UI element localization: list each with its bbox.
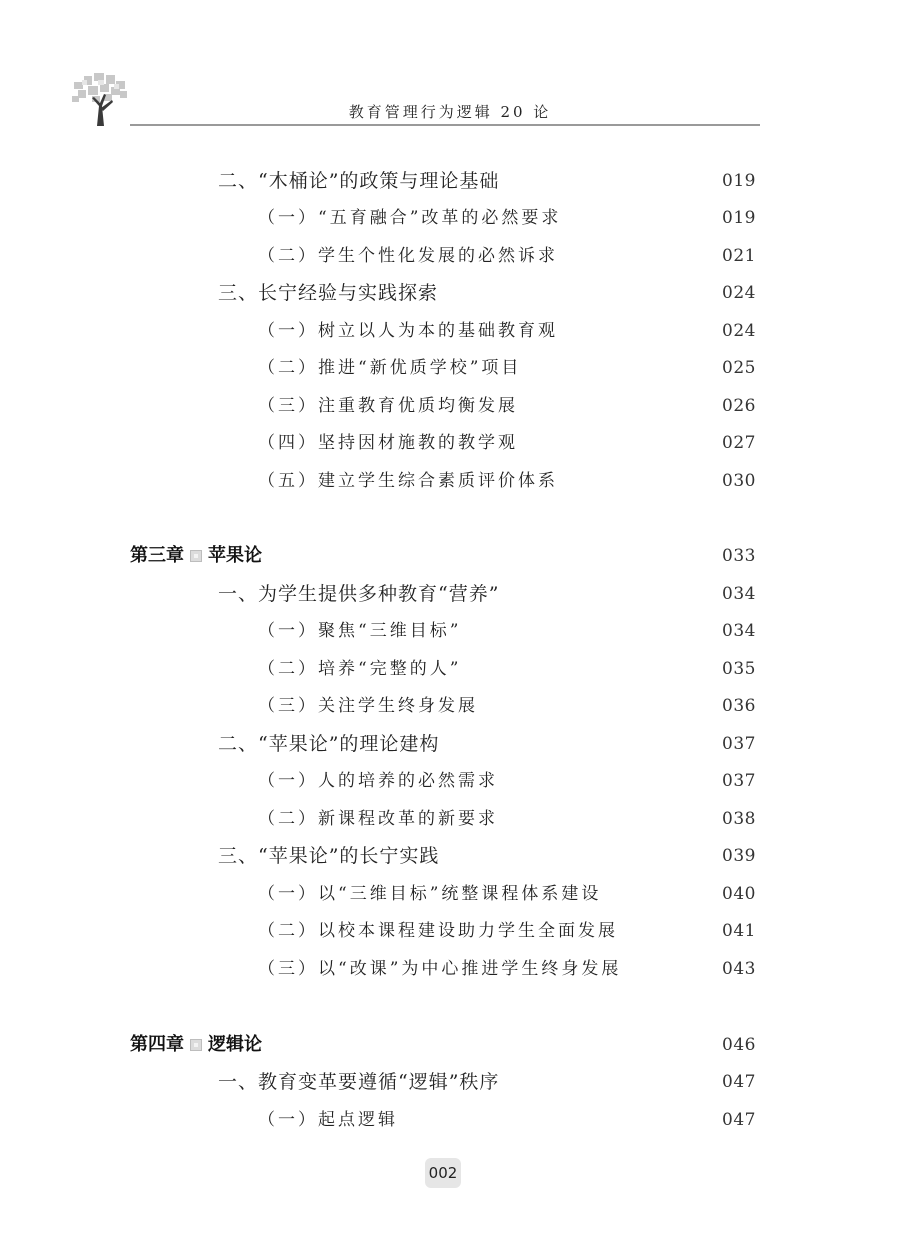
toc-entry[interactable]: [0, 466, 900, 496]
toc-entry-title: 三、“苹果论”的长宁实践: [218, 845, 440, 867]
toc-entry[interactable]: [0, 353, 900, 383]
toc-entry-title: （一）聚焦“三维目标”: [258, 621, 462, 641]
toc-entry-page: 024: [722, 283, 756, 303]
toc-entry-page: 030: [722, 471, 756, 491]
toc-entry-page: 047: [722, 1072, 756, 1092]
toc-entry[interactable]: [0, 579, 900, 609]
toc-entry-page: 047: [722, 1110, 756, 1130]
toc-entry-page: 034: [722, 584, 756, 604]
toc-entry-title: 一、教育变革要遵循“逻辑”秩序: [218, 1071, 500, 1093]
toc-entry-title: （一）人的培养的必然需求: [258, 771, 498, 791]
toc-entry-page: 021: [722, 246, 756, 266]
toc-entry[interactable]: [0, 203, 900, 233]
toc-entry[interactable]: [0, 654, 900, 684]
toc-entry-page: 038: [722, 809, 756, 829]
toc-entry-page: 035: [722, 659, 756, 679]
toc-entry-page: 027: [722, 433, 756, 453]
toc-entry-title: （三）关注学生终身发展: [258, 696, 478, 716]
toc-entry-title: （二）新课程改革的新要求: [258, 809, 498, 829]
toc-entry[interactable]: [0, 916, 900, 946]
toc-entry[interactable]: [0, 954, 900, 984]
toc-entry-title: （一）起点逻辑: [258, 1110, 398, 1130]
running-title: 教育管理行为逻辑 20 论: [348, 103, 552, 121]
toc-entry[interactable]: [0, 766, 900, 796]
chapter-number: 第四章: [130, 1034, 184, 1055]
toc-entry[interactable]: [0, 1067, 900, 1097]
toc-entry-page: 026: [722, 396, 756, 416]
toc-entry-page: 041: [722, 921, 756, 941]
toc-entry-page: 019: [722, 171, 756, 191]
toc-entry-title: （四）坚持因材施教的教学观: [258, 433, 518, 453]
toc-entry-page: 025: [722, 358, 756, 378]
chapter-title: 逻辑论: [208, 1034, 262, 1055]
toc-entry[interactable]: [0, 804, 900, 834]
toc-entry[interactable]: [0, 1105, 900, 1135]
toc-entry-title: （二）推进“新优质学校”项目: [258, 358, 522, 378]
toc-entry-title: 二、“木桶论”的政策与理论基础: [218, 170, 500, 192]
toc-entry-title: （二）以校本课程建设助力学生全面发展: [258, 921, 618, 941]
toc-entry-page: 019: [722, 208, 756, 228]
toc-entry-title: 二、“苹果论”的理论建构: [218, 733, 440, 755]
toc-entry[interactable]: [0, 391, 900, 421]
toc-entry[interactable]: [0, 278, 900, 308]
toc-entry-title: （一）树立以人为本的基础教育观: [258, 321, 558, 341]
toc-entry-title: （二）学生个性化发展的必然诉求: [258, 246, 558, 266]
chapter-title: 苹果论: [208, 545, 262, 566]
chapter-marker-icon: [190, 550, 202, 562]
toc-entry[interactable]: [0, 316, 900, 346]
toc-entry-title: （三）以“改课”为中心推进学生终身发展: [258, 959, 622, 979]
toc-entry[interactable]: [0, 691, 900, 721]
toc-entry-title: 三、长宁经验与实践探索: [218, 282, 439, 304]
toc-entry-title: 一、为学生提供多种教育“营养”: [218, 583, 500, 605]
toc-entry-title: （二）培养“完整的人”: [258, 659, 462, 679]
toc-entry-title: （三）注重教育优质均衡发展: [258, 396, 518, 416]
page-number: 002: [425, 1158, 461, 1188]
toc-entry-title: （五）建立学生综合素质评价体系: [258, 471, 558, 491]
toc-entry-page: 033: [722, 546, 756, 566]
toc-chapter[interactable]: [0, 541, 900, 571]
toc-entry-page: 034: [722, 621, 756, 641]
toc-entry-page: 046: [722, 1035, 756, 1055]
toc-entry[interactable]: [0, 166, 900, 196]
toc-entry-page: 037: [722, 734, 756, 754]
toc-entry[interactable]: [0, 428, 900, 458]
toc-entry-page: 039: [722, 846, 756, 866]
toc-entry[interactable]: [0, 841, 900, 871]
toc-entry[interactable]: [0, 729, 900, 759]
toc-chapter[interactable]: [0, 1030, 900, 1060]
toc-entry-page: 036: [722, 696, 756, 716]
toc-entry-title: （一）“五育融合”改革的必然要求: [258, 208, 562, 228]
chapter-marker-icon: [190, 1039, 202, 1051]
toc-entry-title: （一）以“三维目标”统整课程体系建设: [258, 884, 602, 904]
toc-entry[interactable]: [0, 616, 900, 646]
toc-entry-page: 040: [722, 884, 756, 904]
chapter-number: 第三章: [130, 545, 184, 566]
toc-entry-page: 024: [722, 321, 756, 341]
toc-entry-page: 037: [722, 771, 756, 791]
toc-entry[interactable]: [0, 879, 900, 909]
toc-entry[interactable]: [0, 241, 900, 271]
toc-entry-page: 043: [722, 959, 756, 979]
